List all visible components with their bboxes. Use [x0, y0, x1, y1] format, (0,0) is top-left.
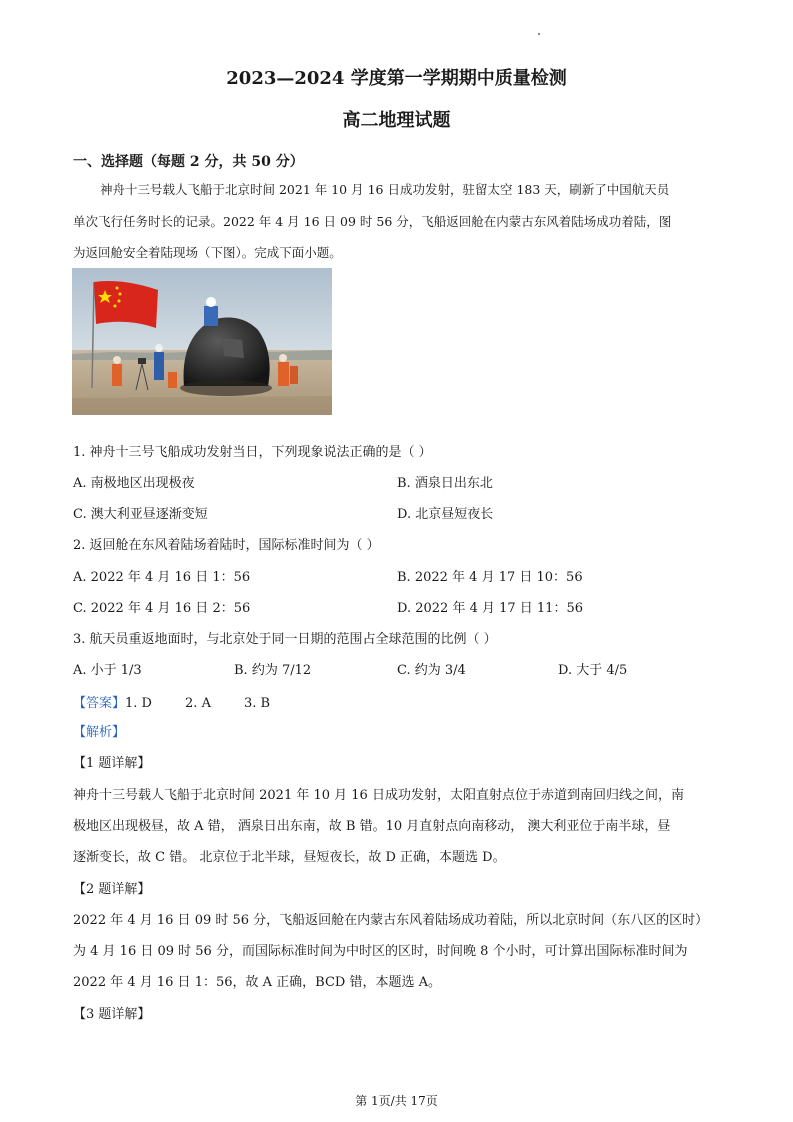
scan-dot	[538, 33, 540, 35]
question-3-option-b: B. 约为 7/12	[234, 663, 312, 678]
question-2-option-c: C. 2022 年 4 月 16 日 2：56	[73, 601, 251, 616]
question-2-option-b: B. 2022 年 4 月 17 日 10：56	[397, 570, 583, 585]
question-1-option-d: D. 北京昼短夜长	[397, 507, 494, 522]
section-heading: 一、选择题（每题 2 分，共 50 分）	[73, 154, 304, 170]
detail-2-line-2: 为 4 月 16 日 09 时 56 分，而国际标准时间为中时区的区时，时间晚 8 个小时，可计算出国际标准时间为	[73, 944, 688, 959]
question-3-stem: 3. 航天员重返地面时，与北京处于同一日期的范围占全球范围的比例（ ）	[73, 632, 497, 647]
question-1-option-c: C. 澳大利亚昼逐渐变短	[73, 507, 208, 522]
question-1-option-b: B. 酒泉日出东北	[397, 476, 493, 491]
detail-2-line-3: 2022 年 4 月 16 日 1：56，故 A 正确，BCD 错，本题选 A。	[73, 975, 441, 990]
page-number: 第 1页/共 17页	[355, 1094, 438, 1108]
intro-line-2: 单次飞行任务时长的记录。2022 年 4 月 16 日 09 时 56 分，飞船返回舱在内蒙古东风着陆场成功着陆，图	[73, 214, 672, 229]
question-2-option-d: D. 2022 年 4 月 17 日 11：56	[397, 601, 583, 616]
question-3-option-a: A. 小于 1/3	[73, 663, 142, 678]
detail-1-line-1: 神舟十三号载人飞船于北京时间 2021 年 10 月 16 日成功发射，太阳直射点位于赤道到南回归线之间，南	[73, 788, 684, 803]
page-title: 2023—2024 学度第一学期期中质量检测	[226, 68, 567, 89]
intro-line-3: 为返回舱安全着陆现场（下图）。完成下面小题。	[73, 245, 342, 260]
detail-3-heading: 【3 题详解】	[73, 1007, 151, 1022]
question-3-option-d: D. 大于 4/5	[558, 663, 628, 678]
answer-values: 1. D 2. A 3. B	[125, 696, 271, 711]
page-subtitle: 高二地理试题	[342, 110, 451, 131]
detail-1-heading: 【1 题详解】	[73, 756, 151, 771]
detail-1-line-3: 逐渐变长，故 C 错。 北京位于北半球，昼短夜长，故 D 正确，本题选 D。	[73, 850, 506, 865]
question-2-stem: 2. 返回舱在东风着陆场着陆时，国际标准时间为（ ）	[73, 538, 380, 553]
question-1-stem: 1. 神舟十三号飞船成功发射当日，下列现象说法正确的是（ ）	[73, 445, 432, 460]
intro-line-1: 神舟十三号载人飞船于北京时间 2021 年 10 月 16 日成功发射，驻留太空 183 天，刷新了中国航天员	[100, 182, 670, 197]
answer-label: 【答案】	[73, 696, 126, 711]
detail-2-heading: 【2 题详解】	[73, 882, 151, 897]
question-1-option-a: A. 南极地区出现极夜	[73, 476, 195, 491]
detail-1-line-2: 极地区出现极昼，故 A 错， 酒泉日出东南，故 B 错。10 月直射点向南移动， 澳大利亚位于南半球，昼	[73, 819, 671, 834]
question-3-option-c: C. 约为 3/4	[397, 663, 466, 678]
answer-row	[73, 692, 270, 711]
analysis-label: 【解析】	[73, 725, 126, 740]
detail-2-line-1: 2022 年 4 月 16 日 09 时 56 分，飞船返回舱在内蒙古东风着陆场成功着陆，所以北京时间（东八区的区时）	[73, 913, 709, 928]
question-2-option-a: A. 2022 年 4 月 16 日 1：56	[73, 570, 251, 585]
landing-photo	[72, 268, 332, 415]
